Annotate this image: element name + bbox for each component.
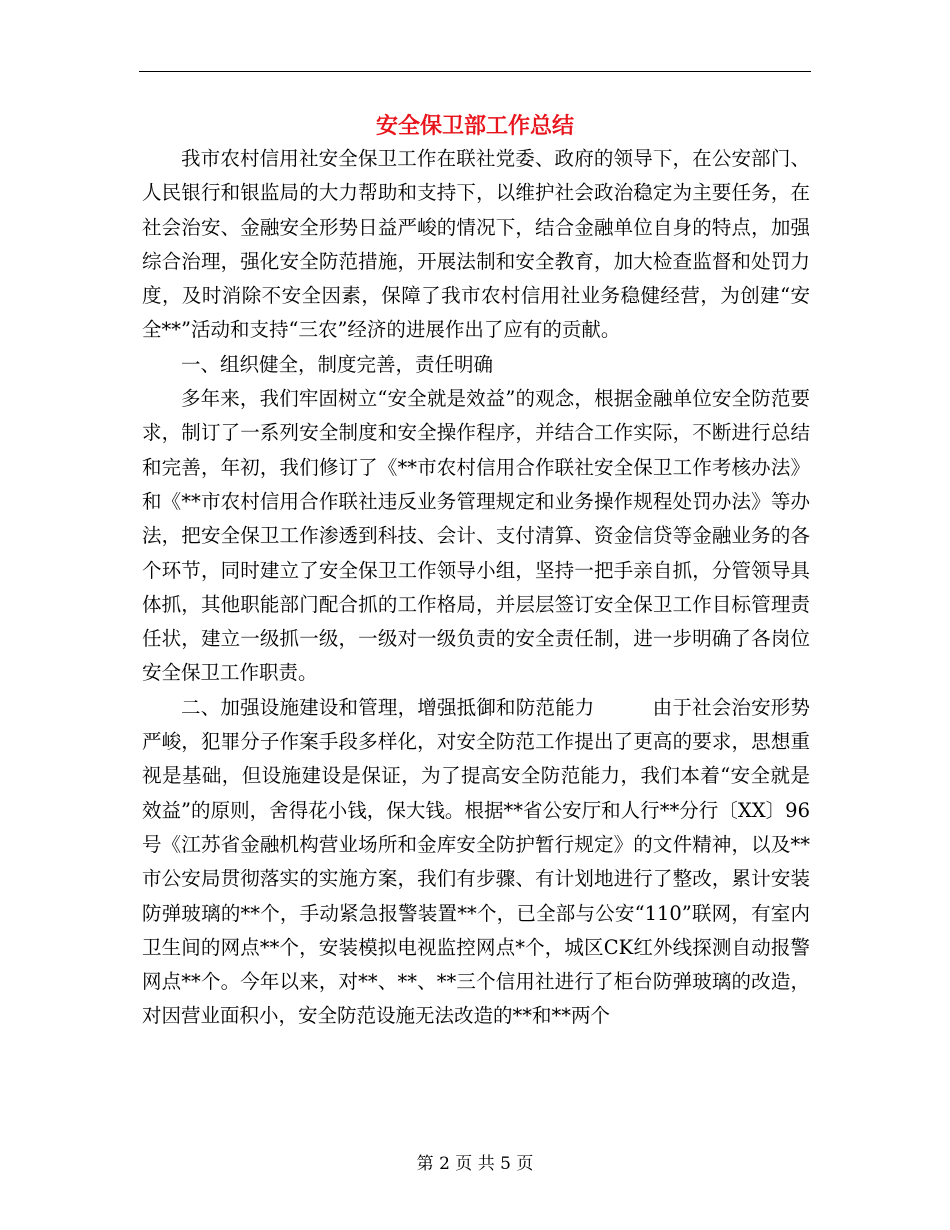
section-2-paragraph (142, 691, 810, 1034)
document-title: 安全保卫部工作总结 (375, 113, 574, 139)
intro-paragraph: 我市农村信用社安全保卫工作在联社党委、政府的领导下，在公安部门、人民银行和银监局的大力帮助和支持下，以维护社会政治稳定为主要任务，在社会治安、金融安全形势日益严峻的情况下，结合金融单位自身的特点，加强综合治理，强化安全防范措施，开展法制和安全教育，加大检查监督和处罚力度，及时消除不安全因素，保障了我市农村信用社业务稳健经营，为创建“安全**”活动和支持“三农”经济的进展作出了应有的贡献。 (142, 147, 810, 342)
section-1-paragraph: 多年来，我们牢固树立“安全就是效益”的观念，根据金融单位安全防范要求，制订了一系列安全制度和安全操作程序，并结合工作实际，不断进行总结和完善，年初，我们修订了《**市农村信用合作联社安全保卫工作考核办法》和《**市农村信用合作联社违反业务管理规定和业务操作规程处罚办法》等办法，把安全保卫工作渗透到科技、会计、支付清算、资金信贷等金融业务的各个环节，同时建立了安全保卫工作领导小组，坚持一把手亲自抓，分管领导具体抓，其他职能部门配合抓的工作格局，并层层签订安全保卫工作目标管理责任状，建立一级抓一级，一级对一级负责的安全责任制，进一步明确了各岗位安全保卫工作职责。 (142, 387, 810, 685)
header-rule (139, 71, 811, 72)
section-1-heading: 一、组织健全，制度完善，责任明确 (181, 352, 494, 376)
section-2-body: 由于社会治安形势严峻，犯罪分子作案手段多样化，对安全防范工作提出了更高的要求，思想重视是基础，但设施建设是保证，为了提高安全防范能力，我们本着“安全就是效益”的原则，舍得花小钱，保大钱。根据**省公安厅和人行**分行〔XX〕96号《江苏省金融机构营业场所和金库安全防护暂行规定》的文件精神，以及**市公安局贯彻落实的实施方案，我们有步骤、有计划地进行了整改，累计安装防弹玻璃的**个，手动紧急报警装置**个，已全部与公安“110”联网，有室内卫生间的网点**个，安装模拟电视监控网点*个，城区CK红外线探测自动报警网点**个。今年以来，对**、**、**三个信用社进行了柜台防弹玻璃的改造，对因营业面积小，安全防范设施无法改造的**和**两个 (142, 695, 810, 1028)
page-number-footer: 第 2 页 共 5 页 (416, 1154, 534, 1174)
document-body (142, 142, 810, 1034)
section-2-heading: 二、加强设施建设和管理，增强抵御和防范能力 (181, 695, 595, 719)
